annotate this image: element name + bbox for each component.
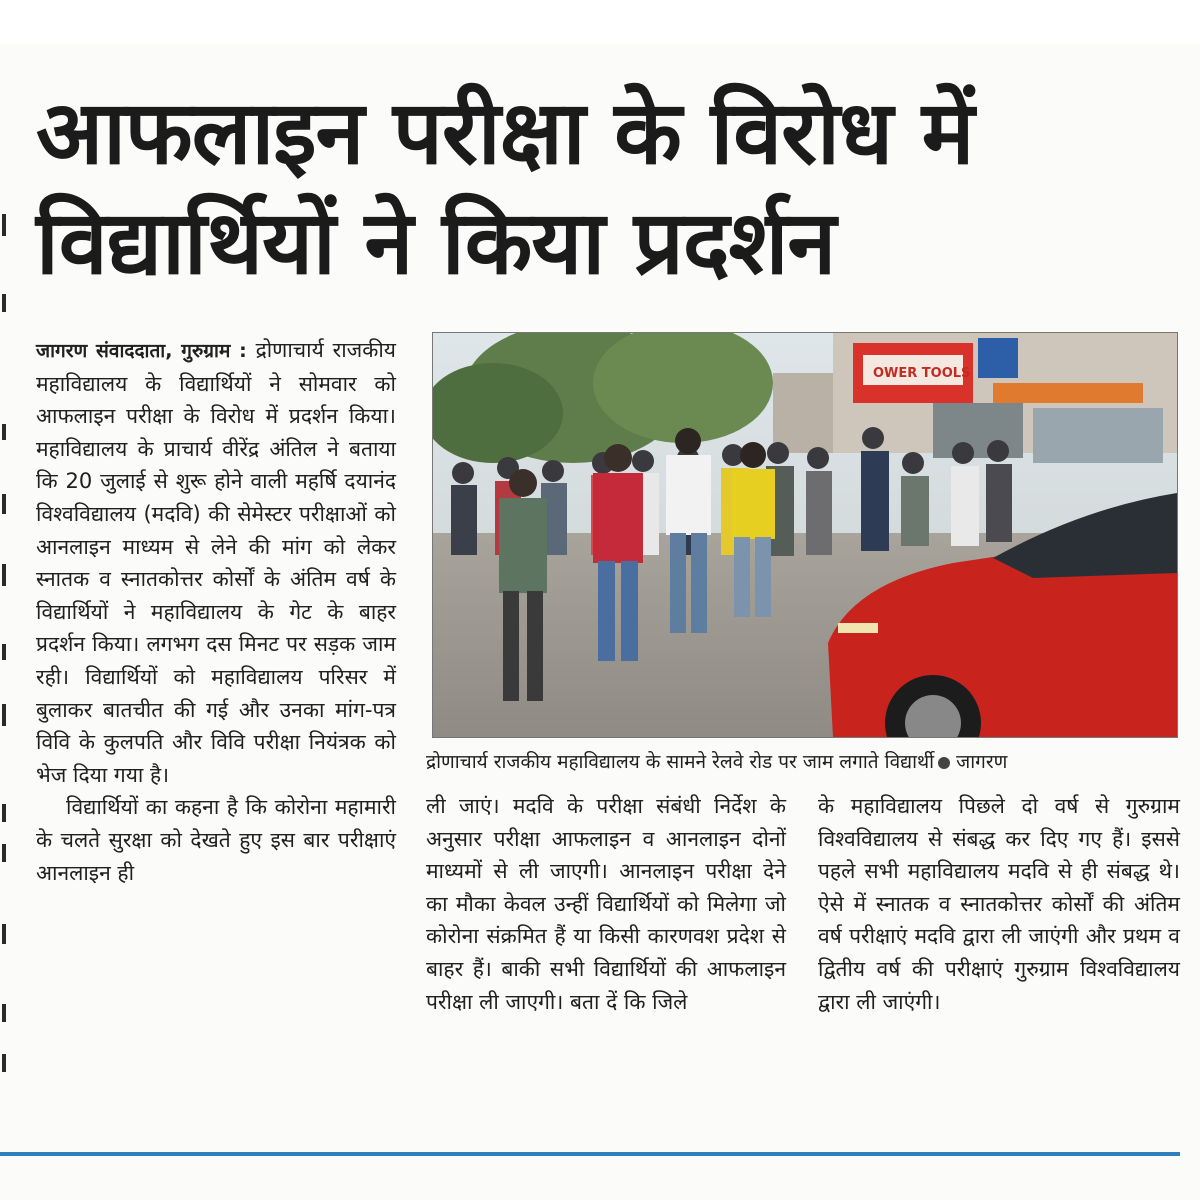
protest-photo-illustration	[433, 333, 1177, 737]
photo-caption	[426, 748, 1176, 776]
adjacent-column-edge	[0, 44, 18, 1154]
news-photo	[432, 332, 1178, 738]
headline: आफलाइन परीक्षा के विरोध में विद्यार्थियों ने किया प्रदर्शन	[36, 81, 974, 294]
bottom-rule	[0, 1152, 1180, 1156]
article-column-2: ली जाएं। मदवि के परीक्षा संबंधी निर्देश के अनुसार परीक्षा आफलाइन व आनलाइन दोनों माध्यमों से ली जाएगी। आनलाइन परीक्षा देने का मौका केवल उन्हीं विद्यार्थियों को मिलेगा जो कोरोना संक्रमित हैं या किसी कारणवश प्रदेश से बाहर हैं। बाकी सभी विद्यार्थियों की आफलाइन परीक्षा ली जाएगी। बता दें कि जिले	[426, 794, 786, 1014]
article-column-1	[36, 334, 396, 889]
article-column-3: के महाविद्यालय पिछले दो वर्ष से गुरुग्राम विश्वविद्यालय से संबद्ध कर दिए गए हैं। इससे पहले सभी महाविद्यालय मदवि से ही संबद्ध थे। ऐसे में स्नातक व स्नातकोत्तर कोर्सों की अंतिम वर्ष परीक्षाएं मदवि द्वारा ली जाएंगी और प्रथम व द्वितीय वर्ष की परीक्षाएं गुरुग्राम विश्वविद्यालय द्वारा ली जाएंगी।	[818, 794, 1180, 1014]
column-1-paragraph-2: विद्यार्थियों का कहना है कि कोरोना महामारी के चलते सुरक्षा को देखते हुए इस बार परीक्षाएं आनलाइन ही	[36, 795, 396, 885]
shop-sign-text: OWER TOOLS	[873, 366, 971, 381]
caption-text: द्रोणाचार्य राजकीय महाविद्यालय के सामने रेलवे रोड पर जाम लगाते विद्यार्थी	[426, 751, 935, 773]
column-1-lead: द्रोणाचार्य राजकीय महाविद्यालय के विद्यार्थियों ने सोमवार को आफलाइन परीक्षा के विरोध में प्रदर्शन किया। महाविद्यालय के प्राचार्य वीरेंद्र अंतिल ने बताया कि 20 जुलाई से शुरू होने वाली महर्षि दयानंद विश्वविद्यालय (मदवि) की सेमेस्टर परीक्षाओं को आनलाइन माध्यम से लेने की मांग को लेकर स्नातक व स्नातकोत्तर कोर्सों के अंतिम वर्ष के विद्यार्थियों ने महाविद्यालय के गेट के बाहर प्रदर्शन किया। लगभग दस मिनट पर सड़क जाम रही। विद्यार्थियों को महाविद्यालय परिसर में बुलाकर बातचीत की गई और उनका मांग-पत्र विवि के कुलपति और विवि परीक्षा नियंत्रक को भेज दिया गया है।	[36, 338, 396, 787]
byline: जागरण संवाददाता, गुरुग्राम :	[36, 340, 247, 362]
bullet-dot-icon	[938, 757, 950, 769]
photo-credit: जागरण	[956, 751, 1008, 773]
page-top-margin	[0, 0, 1200, 44]
